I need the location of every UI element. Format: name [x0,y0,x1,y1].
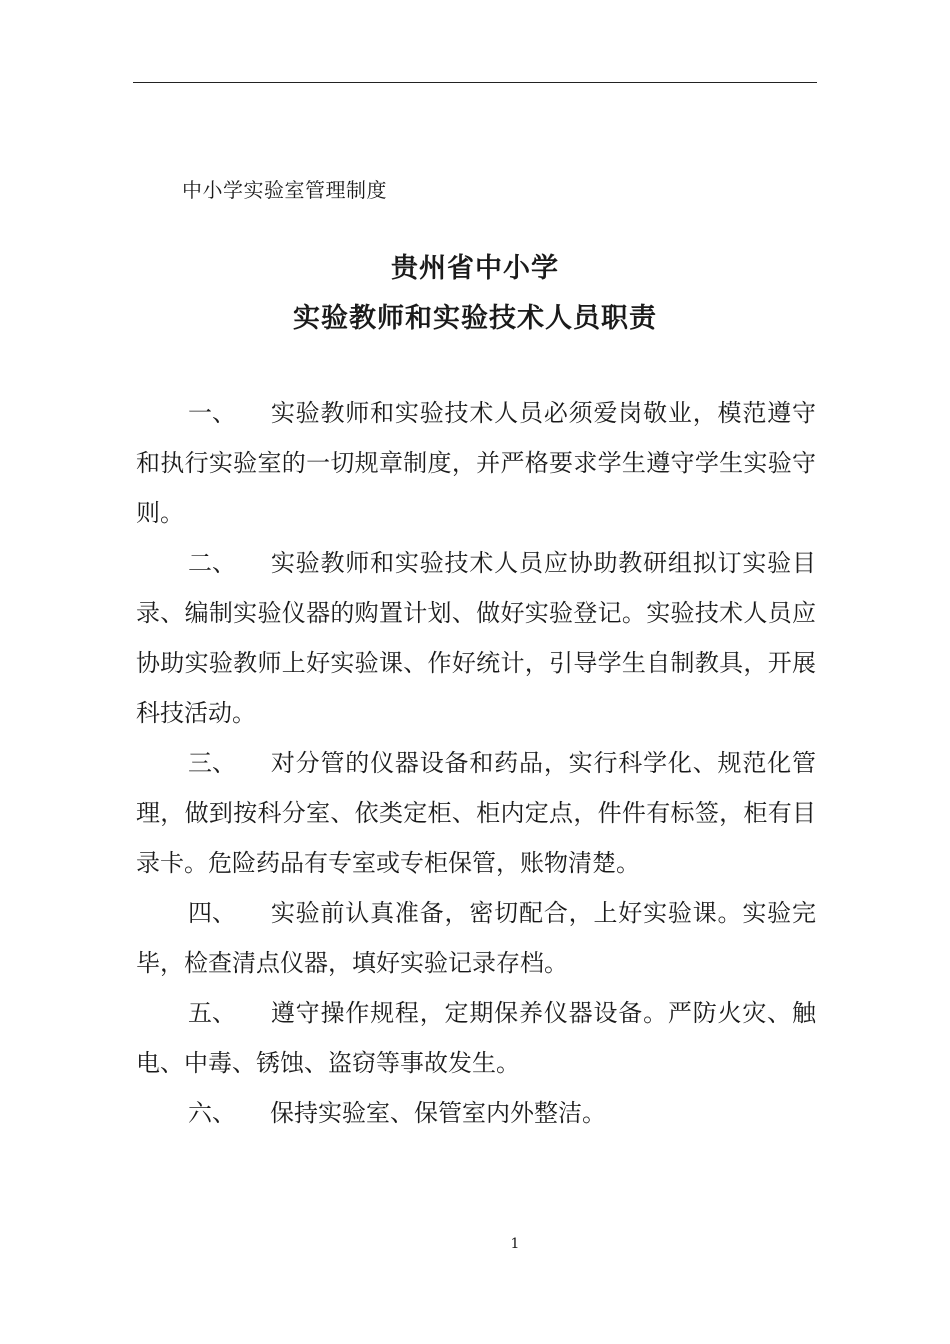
clause-paragraph [136,1088,816,1138]
clause-paragraph [136,988,816,1088]
clause-text: 遵守操作规程，定期保养仪器设备。严防火灾、触电、中毒、锈蚀、盗窃等事故发生。 [136,999,816,1077]
clause-text: 保持实验室、保管室内外整洁。 [270,1099,606,1127]
clause-text: 实验教师和实验技术人员必须爱岗敬业，模范遵守和执行实验室的一切规章制度，并严格要求学生遵守学生实验守则。 [136,399,816,527]
page-number: 1 [510,1236,520,1252]
clause-text: 实验教师和实验技术人员应协助教研组拟订实验目录、编制实验仪器的购置计划、做好实验登记。实验技术人员应协助实验教师上好实验课、作好统计，引导学生自制教具，开展科技活动。 [136,549,816,727]
clause-paragraph [136,538,816,738]
clause-text: 实验前认真准备，密切配合，上好实验课。实验完毕，检查清点仪器，填好实验记录存档。 [136,899,816,977]
clause-number: 六、 [188,1099,236,1127]
title-line-2: 实验教师和实验技术人员职责 [293,303,657,334]
clause-paragraph [136,388,816,538]
header-rule [133,82,817,83]
clause-paragraph [136,888,816,988]
clause-number: 二、 [188,549,236,577]
clause-number: 四、 [188,899,236,927]
clause-number: 一、 [188,399,236,427]
clause-text: 对分管的仪器设备和药品，实行科学化、规范化管理，做到按科分室、依类定柜、柜内定点，件件有标签，柜有目录卡。危险药品有专室或专柜保管，账物清楚。 [136,749,816,877]
title-line-1: 贵州省中小学 [391,253,559,284]
clause-number: 五、 [188,999,236,1027]
clause-number: 三、 [188,749,236,777]
running-header: 中小学实验室管理制度 [182,178,387,202]
clause-paragraph [136,738,816,888]
document-body [136,388,816,1138]
